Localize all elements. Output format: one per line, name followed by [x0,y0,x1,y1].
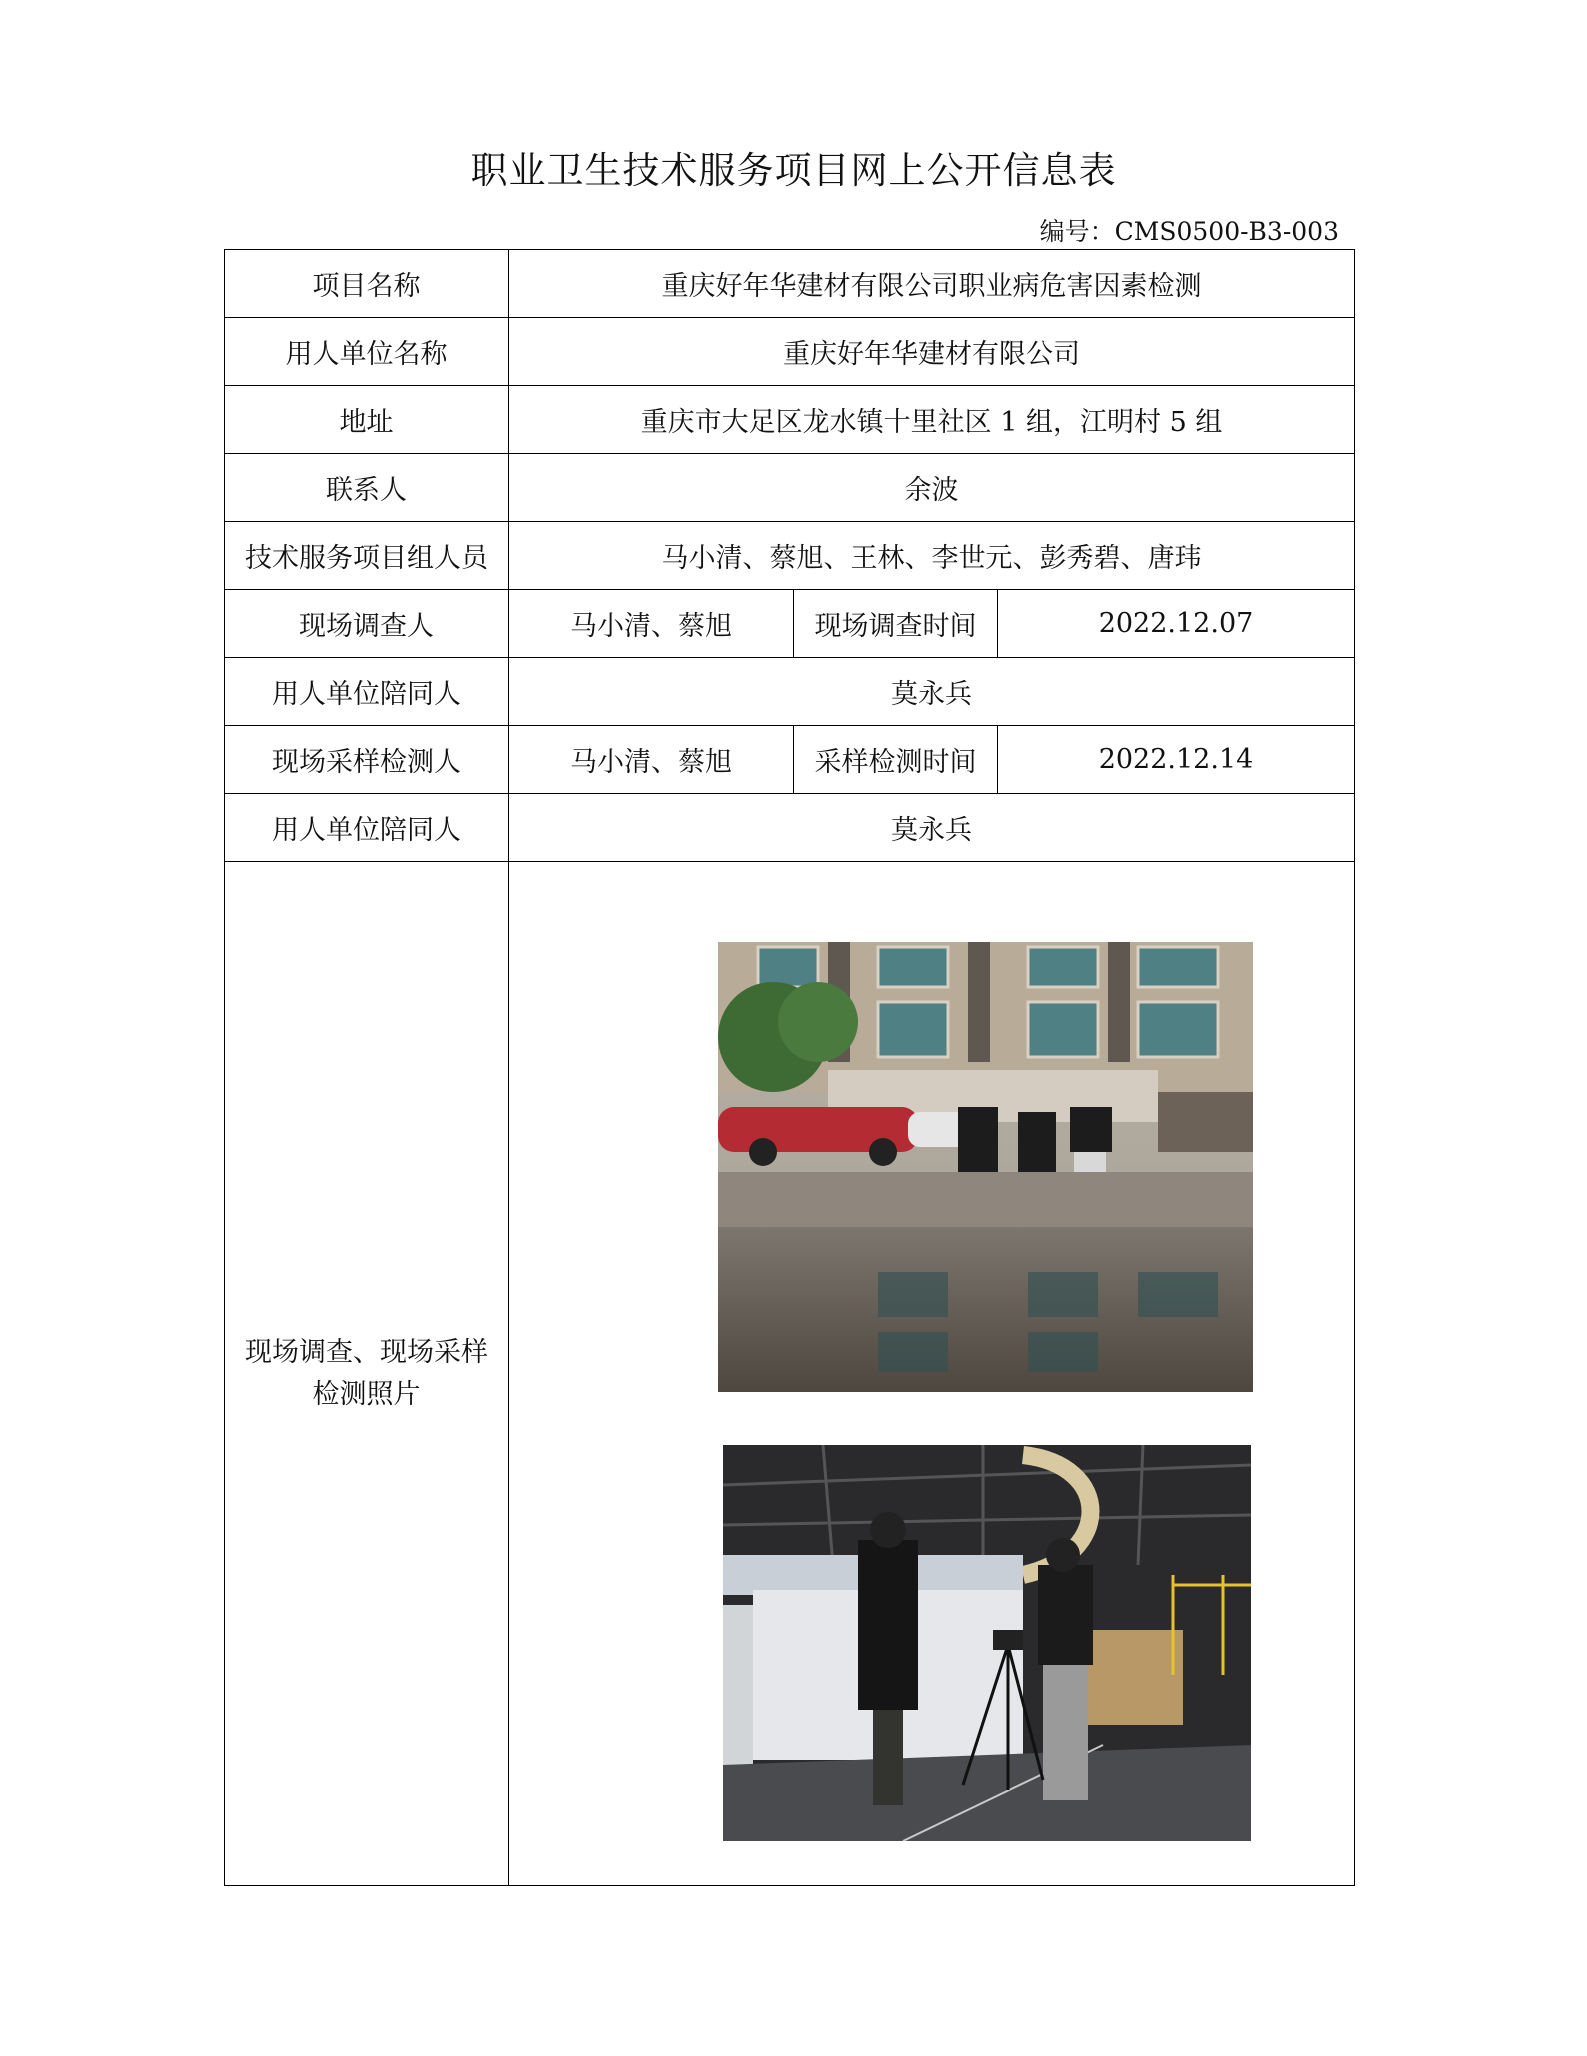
label-contact: 联系人 [225,454,509,522]
row-photos [225,862,1355,1886]
outdoor-site-photo [718,942,1253,1392]
row-project-name [225,250,1355,318]
value-sampling: 马小清、蔡旭 [509,726,794,794]
row-team [225,522,1355,590]
value-contact: 余波 [509,454,1355,522]
value-survey: 马小清、蔡旭 [509,590,794,658]
indoor-workshop-photo [723,1445,1251,1841]
label-sampling-escort: 用人单位陪同人 [225,794,509,862]
value-sampling-time: 2022.12.14 [998,726,1355,794]
value-team: 马小清、蔡旭、王林、李世元、彭秀碧、唐玮 [509,522,1355,590]
row-survey [225,590,1355,658]
label-photos [225,862,509,1886]
photos-cell [509,862,1355,1886]
row-sampling-escort [225,794,1355,862]
outdoor-site-photo-drawing [718,942,1253,1392]
page-title: 职业卫生技术服务项目网上公开信息表 [470,149,1117,192]
row-employer [225,318,1355,386]
indoor-workshop-photo-drawing [723,1445,1251,1841]
label-project-name: 项目名称 [225,250,509,318]
label-sampling-time: 采样检测时间 [794,726,998,794]
row-address [225,386,1355,454]
label-team: 技术服务项目组人员 [225,522,509,590]
value-survey-time: 2022.12.07 [998,590,1355,658]
row-contact [225,454,1355,522]
label-survey-time: 现场调查时间 [794,590,998,658]
document-number: 编号：CMS0500-B3-003 [1039,217,1339,246]
row-sampling [225,726,1355,794]
info-table [224,249,1355,1886]
label-photos-line2: 检测照片 [312,1378,421,1410]
label-address: 地址 [225,386,509,454]
label-survey-escort: 用人单位陪同人 [225,658,509,726]
value-address: 重庆市大足区龙水镇十里社区 1 组，江明村 5 组 [509,386,1355,454]
value-project-name: 重庆好年华建材有限公司职业病危害因素检测 [509,250,1355,318]
value-sampling-escort: 莫永兵 [509,794,1355,862]
label-sampling: 现场采样检测人 [225,726,509,794]
label-employer: 用人单位名称 [225,318,509,386]
photos-container [563,862,1301,1885]
value-survey-escort: 莫永兵 [509,658,1355,726]
label-survey: 现场调查人 [225,590,509,658]
row-survey-escort [225,658,1355,726]
value-employer: 重庆好年华建材有限公司 [509,318,1355,386]
label-photos-line1: 现场调查、现场采样 [245,1336,488,1368]
